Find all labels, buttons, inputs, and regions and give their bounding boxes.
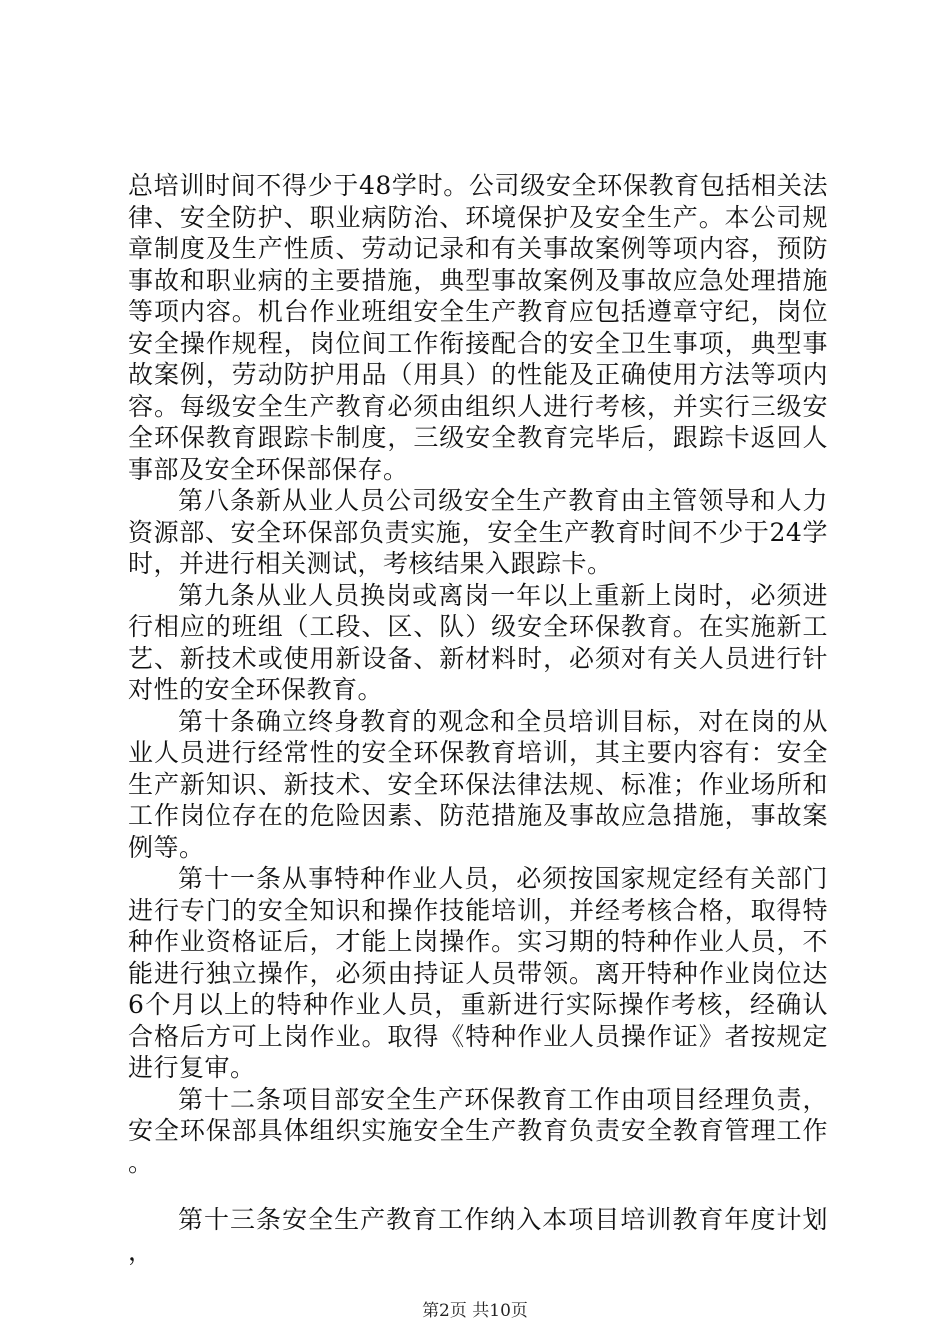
paragraph-article-11: 第十一条从事特种作业人员，必须按国家规定经有关部门进行专门的安全知识和操作技能培训，并经考核合格，取得特种作业资格证后，才能上岗操作。实习期的特种作业人员，不能进行独立操作，必须由持证人员带领。离开特种作业岗位达6个月以上的特种作业人员，重新进行实际操作考核，经确认合格后方可上岗作业。取得《特种作业人员操作证》者按规定进行复审。	[128, 864, 828, 1082]
document-body	[128, 170, 828, 1267]
paragraph-article-12: 第十二条项目部安全生产环保教育工作由项目经理负责，安全环保部具体组织实施安全生产教育负责安全教育管理工作。	[128, 1084, 828, 1177]
paragraph-article-10: 第十条确立终身教育的观念和全员培训目标，对在岗的从业人员进行经常性的安全环保教育培训，其主要内容有：安全生产新知识、新技术、安全环保法律法规、标准；作业场所和工作岗位存在的危险因素、防范措施及事故应急措施，事故案例等。	[128, 706, 828, 862]
paragraph-article-9: 第九条从业人员换岗或离岗一年以上重新上岗时，必须进行相应的班组（工段、区、队）级安全环保教育。在实施新工艺、新技术或使用新设备、新材料时，必须对有关人员进行针对性的安全环保教育。	[128, 580, 828, 704]
paragraph-article-13: 第十三条安全生产教育工作纳入本项目培训教育年度计划，	[128, 1205, 828, 1266]
paragraph-article-8: 第八条新从业人员公司级安全生产教育由主管领导和人力资源部、安全环保部负责实施，安全生产教育时间不少于24学时，并进行相关测试，考核结果入跟踪卡。	[128, 486, 828, 578]
paragraph-continuation: 总培训时间不得少于48学时。公司级安全环保教育包括相关法律、安全防护、职业病防治、环境保护及安全生产。本公司规章制度及生产性质、劳动记录和有关事故案例等项内容，预防事故和职业病的主要措施，典型事故案例及事故应急处理措施等项内容。机台作业班组安全生产教育应包括遵章守纪，岗位安全操作规程，岗位间工作衔接配合的安全卫生事项，典型事故案例，劳动防护用品（用具）的性能及正确使用方法等项内容。每级安全生产教育必须由组织人进行考核，并实行三级安全环保教育跟踪卡制度，三级安全教育完毕后，跟踪卡返回人事部及安全环保部保存。	[128, 171, 828, 484]
page-number-footer: 第2页 共10页	[422, 1301, 528, 1321]
